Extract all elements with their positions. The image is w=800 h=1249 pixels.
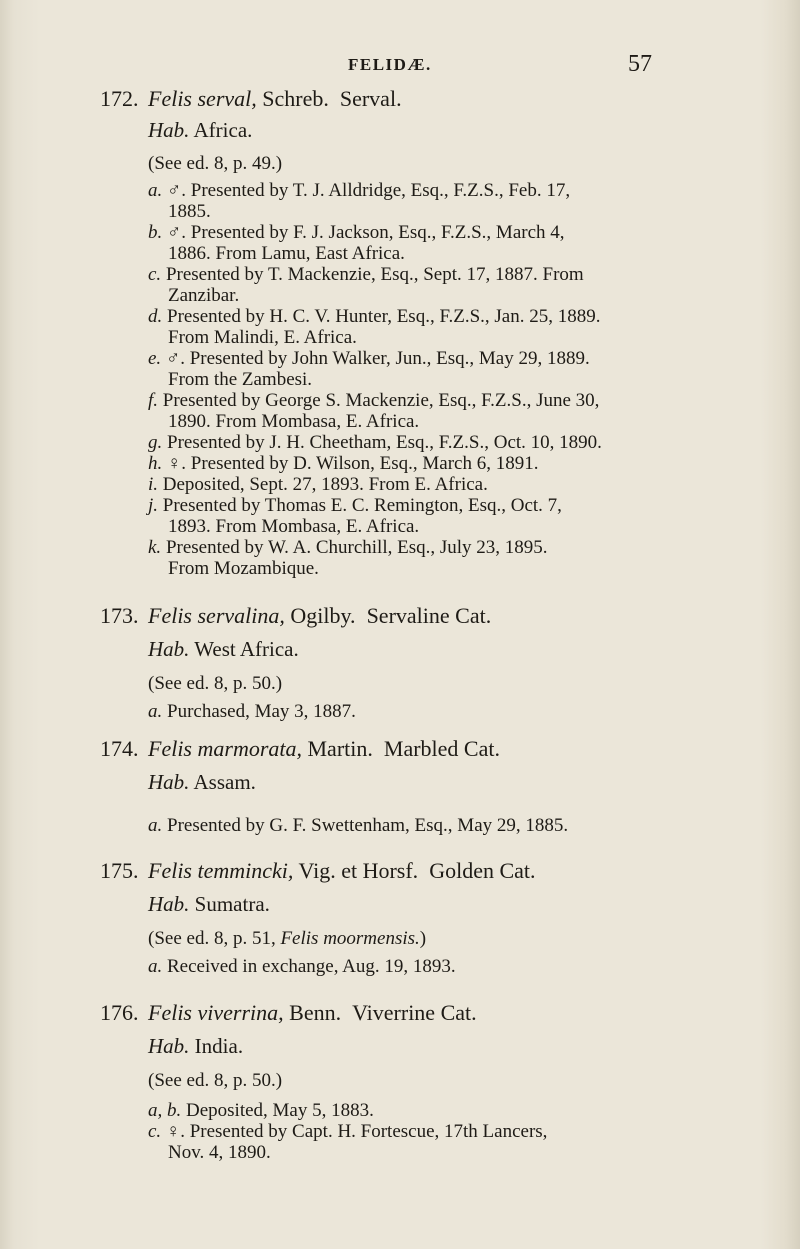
taxon-name: Felis serval, [148, 86, 257, 111]
common-name: Marbled Cat. [383, 736, 500, 761]
habitat-label: Hab. [148, 770, 190, 794]
entry-title [148, 1000, 477, 1026]
specimen-item [148, 306, 768, 348]
taxon-author: Schreb. [262, 86, 329, 111]
entry-title [148, 736, 500, 762]
habitat-label: Hab. [148, 637, 190, 661]
specimen-item [148, 1121, 768, 1163]
specimen-label: k. [148, 537, 162, 558]
taxon-name: Felis marmorata, [148, 736, 302, 761]
specimen-label: b. [148, 222, 163, 243]
specimen-text: ♂. Presented by F. J. Jackson, Esq., F.Z.S., March 4, [167, 222, 565, 243]
entry-title [148, 86, 402, 112]
specimen-item [148, 264, 768, 306]
habitat [148, 1034, 243, 1059]
specimen-item [148, 701, 768, 722]
see-reference-prefix: (See ed. 8, p. 51, [148, 928, 276, 949]
specimen-label: f. [148, 390, 159, 411]
taxon-author: Vig. et Horsf. [298, 858, 419, 883]
specimen-text-continued: From the Zambesi. [168, 369, 313, 390]
taxon-name: Felis viverrina, [148, 1000, 284, 1025]
specimen-item [148, 815, 768, 836]
entry-number: 174. [100, 736, 139, 761]
specimen-text: Presented by H. C. V. Hunter, Esq., F.Z.S., Jan. 25, 1889. [167, 306, 601, 327]
specimen-text: Presented by Thomas E. C. Remington, Esq., Oct. 7, [162, 495, 562, 516]
habitat [148, 118, 252, 143]
specimen-label: j. [148, 495, 159, 516]
taxon-author: Ogilby. [290, 603, 356, 628]
entry-number: 176. [100, 1000, 139, 1025]
specimen-item [148, 1100, 768, 1121]
specimen-item [148, 495, 768, 537]
specimen-item [148, 537, 768, 579]
taxon-author: Martin. [307, 736, 373, 761]
specimen-text: Purchased, May 3, 1887. [167, 701, 356, 722]
habitat-value: West Africa. [194, 637, 299, 661]
habitat-label: Hab. [148, 1034, 190, 1058]
specimen-label: a, b. [148, 1100, 182, 1121]
specimen-item [148, 390, 768, 432]
entry-number: 173. [100, 603, 139, 628]
entry-number: 175. [100, 858, 139, 883]
common-name: Serval. [339, 86, 402, 111]
taxon-name: Felis temmincki, [148, 858, 294, 883]
habitat-value: Sumatra. [194, 892, 270, 916]
specimen-label: a. [148, 815, 163, 836]
page-number: 57 [628, 51, 652, 77]
specimen-item [148, 222, 768, 264]
habitat-label: Hab. [148, 118, 190, 142]
specimen-label: a. [148, 180, 163, 201]
habitat-value: Africa. [193, 118, 253, 142]
specimen-item [148, 453, 768, 474]
specimen-item [148, 348, 768, 390]
specimen-text: Presented by T. Mackenzie, Esq., Sept. 17, 1887. From [165, 264, 584, 285]
specimen-text: ♂. Presented by John Walker, Jun., Esq., May 29, 1889. [165, 348, 590, 369]
entry-number: 172. [100, 86, 139, 111]
specimen-text-continued: 1893. From Mombasa, E. Africa. [168, 516, 420, 537]
common-name: Servaline Cat. [366, 603, 492, 628]
specimen-text: Presented by J. H. Cheetham, Esq., F.Z.S., Oct. 10, 1890. [167, 432, 602, 453]
specimen-text-continued: Nov. 4, 1890. [168, 1142, 271, 1163]
entry-title [148, 603, 491, 629]
specimen-label: i. [148, 474, 159, 495]
specimen-label: g. [148, 432, 163, 453]
specimen-label: d. [148, 306, 163, 327]
specimen-text-continued: 1886. From Lamu, East Africa. [168, 243, 405, 264]
habitat-value: India. [194, 1034, 244, 1058]
specimen-label: e. [148, 348, 162, 369]
specimen-label: h. [148, 453, 163, 474]
specimen-text: Presented by W. A. Churchill, Esq., July 23, 1895. [165, 537, 548, 558]
specimen-item [148, 474, 768, 495]
habitat [148, 637, 299, 662]
specimen-text-continued: 1885. [168, 201, 211, 222]
specimen-text: Presented by G. F. Swettenham, Esq., May 29, 1885. [167, 815, 569, 836]
specimen-label: c. [148, 264, 162, 285]
common-name: Viverrine Cat. [352, 1000, 477, 1025]
habitat [148, 892, 270, 917]
taxon-author: Benn. [289, 1000, 342, 1025]
specimen-text-continued: From Mozambique. [168, 558, 319, 579]
see-reference: (See ed. 8, p. 50.) [148, 1070, 283, 1091]
see-reference: (See ed. 8, p. 50.) [148, 673, 283, 694]
specimen-text: ♀. Presented by Capt. H. Fortescue, 17th Lancers, [165, 1121, 548, 1142]
specimen-text: ♂. Presented by T. J. Alldridge, Esq., F.Z.S., Feb. 17, [167, 180, 571, 201]
specimen-text: Deposited, Sept. 27, 1893. From E. Africa. [162, 474, 488, 495]
specimen-text-continued: From Malindi, E. Africa. [168, 327, 357, 348]
common-name: Golden Cat. [429, 858, 536, 883]
habitat [148, 770, 256, 795]
specimen-label: a. [148, 956, 163, 977]
running-title: FELIDÆ. [348, 55, 432, 74]
specimen-text: ♀. Presented by D. Wilson, Esq., March 6, 1891. [167, 453, 539, 474]
specimen-item [148, 180, 768, 222]
habitat-value: Assam. [193, 770, 256, 794]
see-reference-suffix: ) [419, 928, 427, 949]
specimen-text-continued: 1890. From Mombasa, E. Africa. [168, 411, 420, 432]
page-header [0, 51, 800, 85]
specimen-text: Received in exchange, Aug. 19, 1893. [167, 956, 456, 977]
see-reference-synonym: Felis moormensis. [280, 928, 420, 949]
see-reference [148, 928, 426, 950]
specimen-item [148, 432, 768, 453]
specimen-item [148, 956, 768, 977]
specimen-text: Deposited, May 5, 1883. [186, 1100, 374, 1121]
taxon-name: Felis servalina, [148, 603, 285, 628]
specimen-text: Presented by George S. Mackenzie, Esq., F.Z.S., June 30, [162, 390, 600, 411]
specimen-label: c. [148, 1121, 162, 1142]
entry-title [148, 858, 536, 884]
specimen-text-continued: Zanzibar. [168, 285, 240, 306]
habitat-label: Hab. [148, 892, 190, 916]
see-reference: (See ed. 8, p. 49.) [148, 153, 283, 174]
specimen-label: a. [148, 701, 163, 722]
